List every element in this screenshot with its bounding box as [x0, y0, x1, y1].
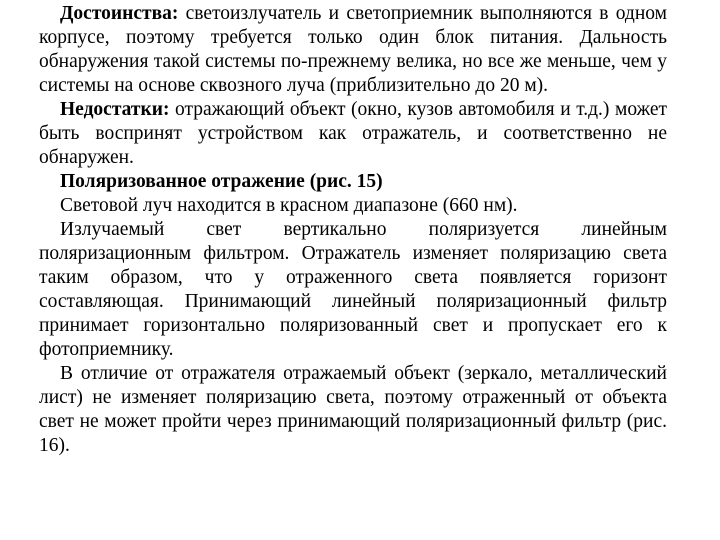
paragraph-advantages: [39, 2, 667, 98]
paragraph-disadvantages: [39, 98, 667, 170]
reflected-object-text: В отличие от отражателя отражаемый объект (зеркало, металлический лист) не изменяет поляризацию света, поэтому отраженный от объекта свет не может пройти через принимающий поляризационный фильтр (рис. 16).: [39, 363, 667, 456]
paragraph-light-beam: [39, 194, 667, 218]
paragraph-section-heading: [39, 170, 667, 194]
polarization-text: Излучаемый свет вертикально поляризуется линейным поляризационным фильтром. Отражатель изменяет поляризацию света таким образом, что у отраженного света появляется горизонт составляющая. Принимающий линейный поляризационный фильтр принимает горизонтально поляризованный свет и пропускает его к фотоприемнику.: [39, 219, 667, 360]
advantages-heading: Достоинства:: [60, 3, 179, 24]
disadvantages-heading: Недостатки:: [60, 99, 170, 120]
advantages-text: светоизлучатель и светоприемник выполняются в одном корпусе, поэтому требуется только один блок питания. Дальность обнаружения такой системы по-прежнему велика, но все же меньше, чем у системы на основе сквозного луча (приблизительно до 20 м).: [39, 3, 667, 96]
polarized-reflection-heading: Поляризованное отражение (рис. 15): [60, 171, 383, 192]
light-beam-text: Световой луч находится в красном диапазоне (660 нм).: [60, 195, 518, 216]
document-body: [39, 2, 667, 458]
paragraph-reflected-object: [39, 362, 667, 458]
disadvantages-text: отражающий объект (окно, кузов автомобиля и т.д.) может быть воспринят устройством как отражатель, и соответственно не обнаружен.: [39, 99, 667, 168]
paragraph-polarization: [39, 218, 667, 362]
